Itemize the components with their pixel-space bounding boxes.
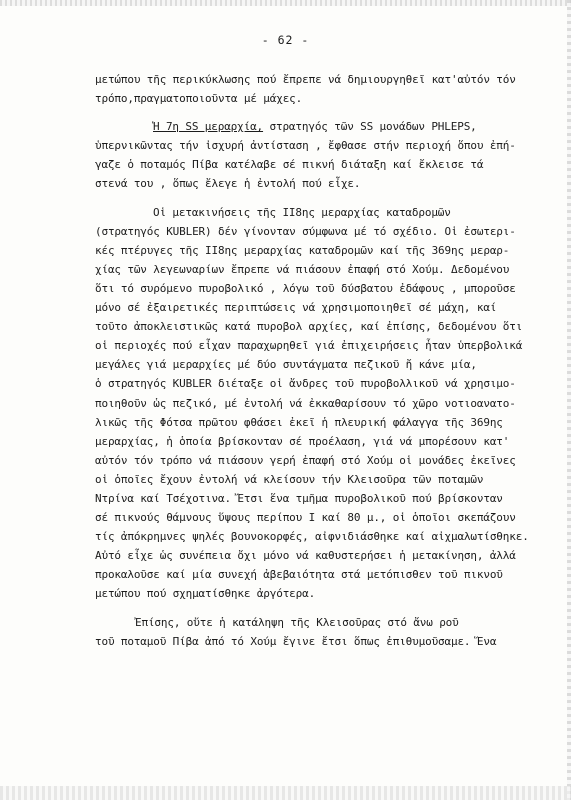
text-line: μόνο σέ ἐξαιρετικές περιπτώσεις νά χρησιμοποιηθεῖ σέ μάχη, καί [95, 301, 497, 315]
paragraph-gap [95, 604, 557, 613]
text-line: μεγάλες γιά μεραρχίες μέ δύο συντάγματα πεζικοῦ ἤ κάνε μία, [95, 358, 477, 372]
text-line: κές πτέρυγες τῆς II8ης μεραρχίας καταδρομῶν καί τῆς 369ης μεραρ- [95, 243, 510, 257]
paragraph-gap [95, 108, 557, 117]
body-text [95, 70, 557, 651]
text-line: μετώπου τῆς περικύκλωσης πού ἔπρεπε νά δημιουργηθεῖ κατ'αὐτόν τόν [95, 73, 516, 86]
text-line: Ἐπίσης, οὔτε ἡ κατάληψη τῆς Κλεισοῦρας στό ἄνω ροῦ [135, 615, 459, 629]
text-line: τοῦ ποταμοῦ Πίβα ἀπό τό Χούμ ἔγινε ἔτσι ὅπως ἐπιθυμοῦσαμε. Ἕνα [95, 634, 497, 648]
text-line: τοῦτο ἀποκλειστικῶς κατά πυροβολ αρχίες, καί ἐπίσης, δεδομένου ὅτι [95, 320, 523, 334]
text-line: χίας τῶν λεγεωναρίων ἔπρεπε νά πιάσουν ἐπαφή στό Χούμ. Δεδομένου [95, 262, 510, 276]
text-line: τίς ἀπόκρημνες ψηλές βουνοκορφές, αἰφνιδιάσθηκε καί αἰχμαλωτίσθηκε. [95, 530, 529, 544]
text-line: Ντρίνα καί Τσέχοτινα. Ἔτσι ἕνα τμῆμα πυροβολικοῦ πού βρίσκονταν [95, 491, 503, 505]
text-line: ὑπερνικῶντας τήν ἰσχυρή ἀντίσταση , ἔφθασε στήν περιοχή ὅπου ἐπή- [95, 139, 516, 153]
paragraph-gap [95, 194, 557, 203]
underlined-heading: Ἡ 7η SS μεραρχία, [153, 120, 264, 134]
text-line: σέ πικνούς θάμνους ὕψους περίπου I καί 80 μ., οἱ ὁποῖοι σκεπάζουν [95, 511, 516, 525]
text-line: αὐτόν τόν τρόπο νά πιάσουν γερή ἐπαφή στό Χούμ οἱ μονάδες ἐκεῖνες [95, 453, 516, 467]
text-line: μεραρχίας, ἡ ὁποία βρίσκονταν σέ προέλαση, γιά νά μπορέσουν κατ' [95, 434, 510, 448]
scan-edge-right [567, 0, 571, 800]
text-line: ὅτι τό συρόμενο πυροβολικό , λόγω τοῦ δύσβατου ἐδάφους , μποροῦσε [95, 281, 516, 295]
text-line: λικῶς τῆς Φότσα πρῶτου φθάσει ἐκεῖ ἡ πλευρική φάλαγγα τῆς 369ης [95, 415, 503, 429]
text-line: Οἱ μετακινήσεις τῆς II8ης μεραρχίας καταδρομῶν [153, 205, 451, 219]
text-line: ὁ στρατηγός KUBLER διέταξε οἱ ἄνδρες τοῦ πυροβολλικοῦ νά χρησιμο- [95, 377, 516, 391]
text-line [95, 117, 557, 136]
text-line: ποιηθοῦν ὡς πεζικό, μέ ἐντολή νά ἐκκαθαρίσουν τό χῶρο νοτιοανατο- [95, 396, 516, 410]
text-line: οἱ ὁποῖες ἔχουν ἐντολή νά κλείσουν τήν Κλεισοῦρα τῶν ποταμῶν [95, 472, 484, 486]
text-line: μετώπου πού σχηματίσθηκε ἀργότερα. [95, 587, 316, 601]
text-line: στενά του , ὅπως ἔλεγε ἡ ἐντολή πού εἶχε. [95, 177, 361, 191]
scan-edge-top [0, 0, 571, 6]
text-line: οἱ περιοχές πού εἶχαν παραχωρηθεῖ γιά ἐπιχειρήσεις ἦταν ὑπερβολικά [95, 339, 523, 353]
text-run: στρατηγός τῶν SS μονάδων PHLEPS, [263, 120, 477, 134]
text-line: τρόπο,πραγματοποιοῦντα μέ μάχες. [95, 92, 303, 106]
text-line: γαζε ὁ ποταμός Πίβα κατέλαβε σέ πικνή διάταξη καί ἔκλεισε τά [95, 158, 484, 172]
scan-edge-bottom [0, 786, 571, 800]
text-line: Αὐτό εἶχε ὡς συνέπεια ὄχι μόνο νά καθυστερήσει ἡ μετακίνηση, ἀλλά [95, 549, 516, 563]
text-line: προκαλοῦσε καί μία συνεχή ἀβεβαιότητα στά μετόπισθεν τοῦ πικνοῦ [95, 568, 503, 582]
page-number: - 62 - [261, 33, 310, 47]
text-line: (στρατηγός KUBLER) δέν γίνονταν σύμφωνα μέ τό σχέδιο. Οἱ ἐσωτερι- [95, 224, 516, 238]
